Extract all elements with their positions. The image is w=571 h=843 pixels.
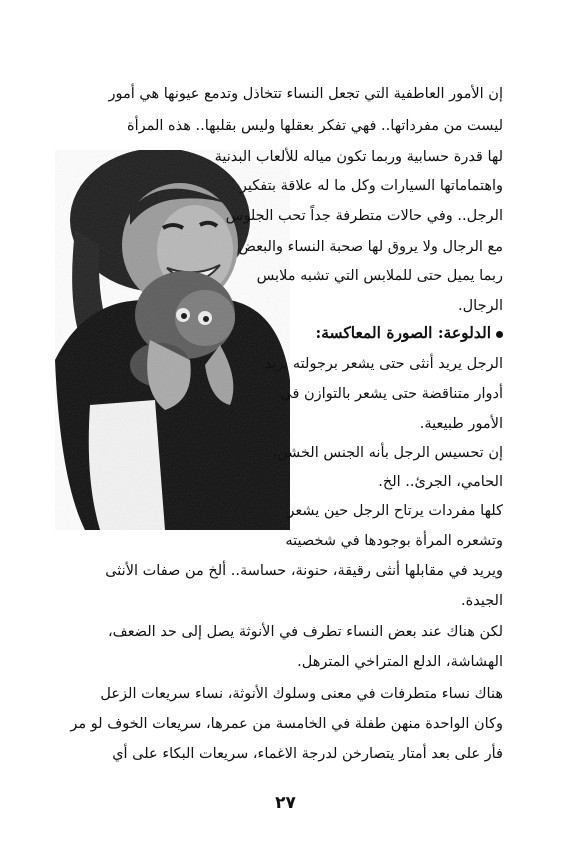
section-line: هناك نساء متطرفات في معنى وسلوك الأنوثة، نساء سريعات الزعل (100, 686, 503, 702)
section-line: إن تحسيس الرجل بأنه الجنس الخشن، (272, 445, 503, 461)
bullet-icon (496, 331, 503, 338)
paragraph-line: واهتماماتها السيارات وكل ما له علاقة بتفكير (239, 178, 503, 194)
section-line: الهشاشة، الدلع المتراخي المترهل. (297, 654, 503, 670)
section-line: أدوار متناقضة حتى يشعر بالتوازن في (280, 386, 503, 402)
paragraph-line: الرجال. (458, 298, 503, 314)
section-line: الحامي، الجرئ.. الخ. (378, 474, 503, 490)
section-heading (316, 323, 503, 343)
paragraph-line: لها قدرة حسابية وربما تكون مياله للألعاب البدنية (214, 149, 503, 165)
page-number: ٢٧ (275, 793, 296, 813)
section-line: لكن هناك عند بعض النساء تطرف في الأنوثة يصل إلى حد الضعف، (108, 624, 503, 640)
paragraph-line: إن الأمور العاطفية التي تجعل النساء تتخاذل وتدمع عيونها هي أمور (108, 86, 503, 102)
paragraph-line: ليست من مفرداتها.. فهي تفكر بعقلها وليس بقلبها.. هذه المرأة (126, 118, 503, 134)
paragraph-line: مع الرجال ولا يروق لها صحبة النساء والبعض (238, 239, 503, 255)
paragraph-line: الرجل.. وفي حالات متطرفة جداً تحب الجلوس (225, 208, 503, 224)
section-line: كلها مفردات يرتاح الرجل حين يشعر (287, 503, 503, 519)
section-line: الجيدة. (461, 593, 503, 609)
section-heading-text: الدلوعة: الصورة المعاكسة: (315, 323, 491, 342)
section-line: الرجل يريد أنثى حتى يشعر برجولته يريد (264, 356, 503, 372)
section-line: فأر على بعد أمتار يتصارخن لدرجة الاغماء، سريعات البكاء على أي (112, 746, 503, 762)
section-line: وتشعره المرأة بوجودها في شخصيته (285, 533, 503, 549)
section-line: ويريد في مقابلها أنثى رقيقة، حنونة، حساسة.. ألخ من صفات الأنثى (105, 563, 503, 579)
section-line: الأمور طبيعية. (419, 416, 503, 432)
section-line: وكان الواحدة منهن طفلة في الخامسة من عمرها، سريعات الخوف لو مر (70, 716, 503, 732)
paragraph-line: ربما يميل حتى للملابس التي تشبه ملابس (256, 268, 503, 284)
